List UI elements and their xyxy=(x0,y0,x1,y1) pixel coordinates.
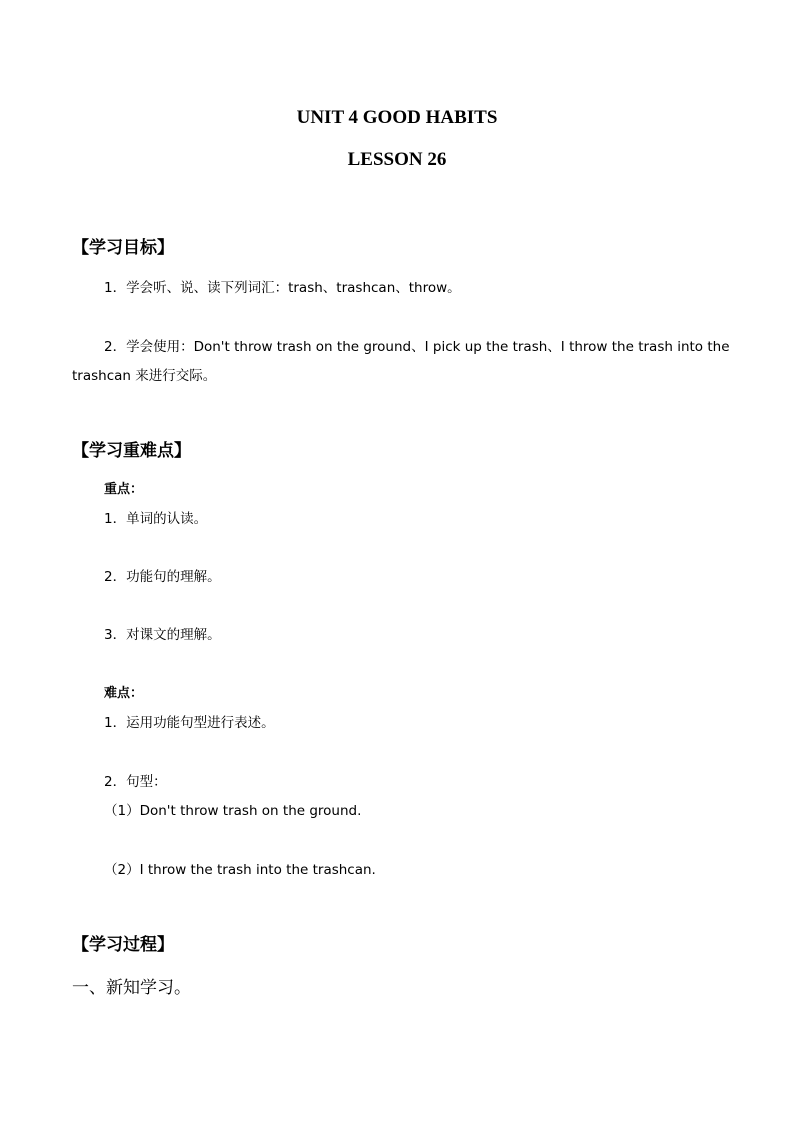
objective-item-2-line-1: 2．学会使用：Don't throw trash on the ground、I pick up the trash、I throw the trash into the xyxy=(104,339,730,355)
focus-item-2: 2．功能句的理解。 xyxy=(104,569,221,585)
objectives-heading: 【学习目标】 xyxy=(72,238,174,258)
sentence-1: （1）Don't throw trash on the ground. xyxy=(104,803,362,819)
focus-label: 重点： xyxy=(104,482,144,497)
difficult-label: 难点： xyxy=(104,686,144,701)
key-points-heading: 【学习重难点】 xyxy=(72,441,191,461)
focus-item-3: 3．对课文的理解。 xyxy=(104,627,221,643)
sentence-2: （2）I throw the trash into the trashcan. xyxy=(104,862,376,878)
unit-title: UNIT 4 GOOD HABITS xyxy=(296,107,498,128)
focus-item-1: 1．单词的认读。 xyxy=(104,511,208,527)
lesson-title: LESSON 26 xyxy=(347,149,447,170)
objective-item-2-line-2: trashcan 来进行交际。 xyxy=(72,368,217,384)
objective-item-1: 1．学会听、说、读下列词汇：trash、trashcan、throw。 xyxy=(104,280,461,296)
difficult-item-1: 1．运用功能句型进行表述。 xyxy=(104,715,275,731)
process-heading: 【学习过程】 xyxy=(72,935,174,955)
difficult-item-2: 2．句型： xyxy=(104,774,167,790)
process-step-1: 一、新知学习。 xyxy=(72,978,191,998)
